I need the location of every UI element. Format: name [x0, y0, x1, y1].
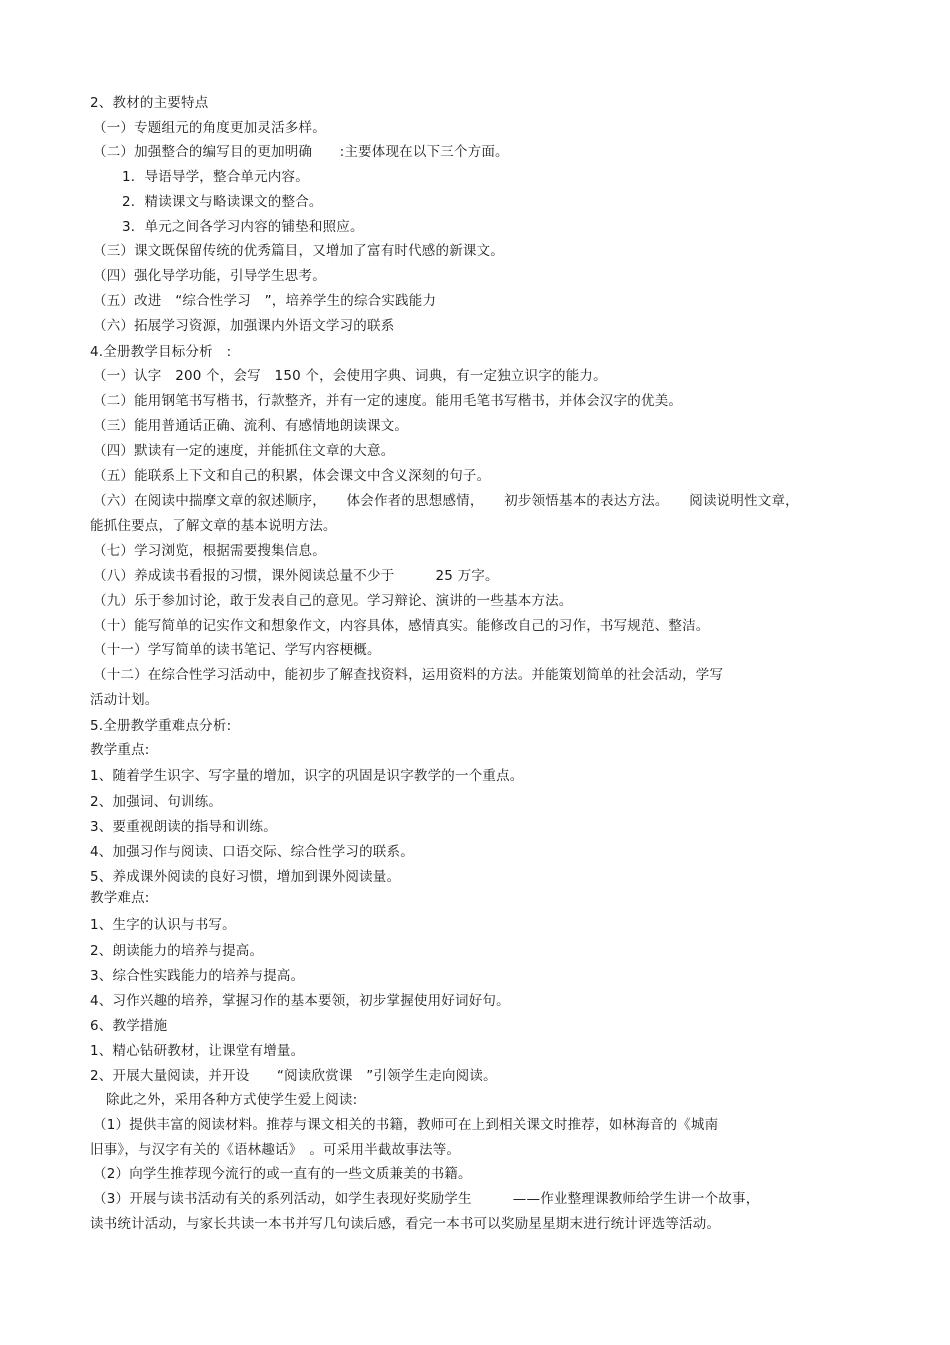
section-heading-teaching-goals: 4.全册教学目标分析 :	[90, 344, 232, 360]
numbered-item: 1．导语导学，整合单元内容。	[122, 169, 309, 185]
text-line: （四）强化导学功能，引导学生思考。	[93, 268, 326, 284]
text-line: 读书统计活动，与家长共读一本书并写几句读后感，看完一本书可以奖励星星期末进行统计评选等活动。	[90, 1216, 721, 1232]
text-line: 活动计划。	[90, 692, 159, 708]
list-item: 2、朗读能力的培养与提高。	[90, 943, 264, 959]
text-line: （八）养成读书看报的习惯，课外阅读总量不少于 25 万字。	[93, 568, 499, 584]
list-item: 4、加强习作与阅读、口语交际、综合性学习的联系。	[90, 844, 414, 860]
text-line: （三）课文既保留传统的优秀篇目，又增加了富有时代感的新课文。	[93, 243, 504, 259]
list-item: 4、习作兴趣的培养，掌握习作的基本要领，初步掌握使用好词好句。	[90, 993, 510, 1009]
numbered-item: 3．单元之间各学习内容的铺垫和照应。	[122, 219, 364, 235]
text-line: （七）学习浏览，根据需要搜集信息。	[93, 543, 326, 559]
text-line: （十一）学写简单的读书笔记、学写内容梗概。	[93, 642, 381, 658]
text-line: （3）开展与读书活动有关的系列活动，如学生表现好奖励学生 ——作业整理课教师给学生讲一个故事，	[93, 1191, 760, 1207]
text-line: （十）能写简单的记实作文和想象作文，内容具体，感情真实。能修改自己的习作，书写规范、整洁。	[93, 618, 710, 634]
text-line: （六）拓展学习资源，加强课内外语文学习的联系	[93, 318, 395, 334]
text-line: （六）在阅读中揣摩文章的叙述顺序， 体会作者的思想感情， 初步领悟基本的表达方法。 阅读说明性文章，	[93, 493, 799, 509]
subheading-difficulties: 教学难点:	[90, 890, 150, 906]
numbered-item: 2．精读课文与略读课文的整合。	[122, 194, 323, 210]
text-line: 能抓住要点，了解文章的基本说明方法。	[90, 518, 337, 534]
text-line: （十二）在综合性学习活动中，能初步了解查找资料，运用资料的方法。并能策划简单的社会活动，学写	[93, 667, 724, 683]
text-line: （二）加强整合的编写目的更加明确 :主要体现在以下三个方面。	[93, 144, 509, 160]
list-item: 5、养成课外阅读的良好习惯，增加到课外阅读量。	[90, 869, 401, 885]
list-item: 1、精心钻研教材，让课堂有增量。	[90, 1043, 305, 1059]
subheading-focus: 教学重点:	[90, 742, 150, 758]
text-line: （五）能联系上下文和自己的积累，体会课文中含义深刻的句子。	[93, 468, 491, 484]
section-heading-textbook-features: 2、教材的主要特点	[90, 95, 209, 111]
section-heading-key-points: 5.全册教学重难点分析:	[90, 718, 232, 734]
text-line: 旧事》，与汉字有关的《语林趣话》 。可采用半截故事法等。	[90, 1142, 461, 1158]
text-line: （五）改进 “综合性学习 ”，培养学生的综合实践能力	[93, 293, 437, 309]
text-line: （二）能用钢笔书写楷书，行款整齐，并有一定的速度。能用毛笔书写楷书，并体会汉字的优美。	[93, 393, 683, 409]
list-item: 3、综合性实践能力的培养与提高。	[90, 968, 305, 984]
list-item: 2、开展大量阅读，并开设 “阅读欣赏课 ”引领学生走向阅读。	[90, 1068, 497, 1084]
list-item: 1、随着学生识字、写字量的增加，识字的巩固是识字教学的一个重点。	[90, 768, 524, 784]
text-line: （九）乐于参加讨论，敢于发表自己的意见。学习辩论、演讲的一些基本方法。	[93, 593, 573, 609]
text-line: （2）向学生推荐现今流行的或一直有的一些文质兼美的书籍。	[93, 1166, 472, 1182]
section-heading-measures: 6、教学措施	[90, 1018, 168, 1034]
text-line: （一）认字 200 个，会写 150 个，会使用字典、词典，有一定独立识字的能力。	[93, 368, 607, 384]
text-line: 除此之外，采用各种方式使学生爱上阅读:	[106, 1092, 358, 1108]
text-line: （四）默读有一定的速度，并能抓住文章的大意。	[93, 443, 395, 459]
list-item: 1、生字的认识与书写。	[90, 917, 236, 933]
list-item: 3、要重视朗读的指导和训练。	[90, 819, 277, 835]
list-item: 2、加强词、句训练。	[90, 794, 223, 810]
text-line: （1）提供丰富的阅读材料。推荐与课文相关的书籍，教师可在上到相关课文时推荐，如林海音的《城南	[93, 1117, 719, 1133]
text-line: （三）能用普通话正确、流利、有感情地朗读课文。	[93, 418, 409, 434]
text-line: （一）专题组元的角度更加灵活多样。	[93, 120, 326, 136]
